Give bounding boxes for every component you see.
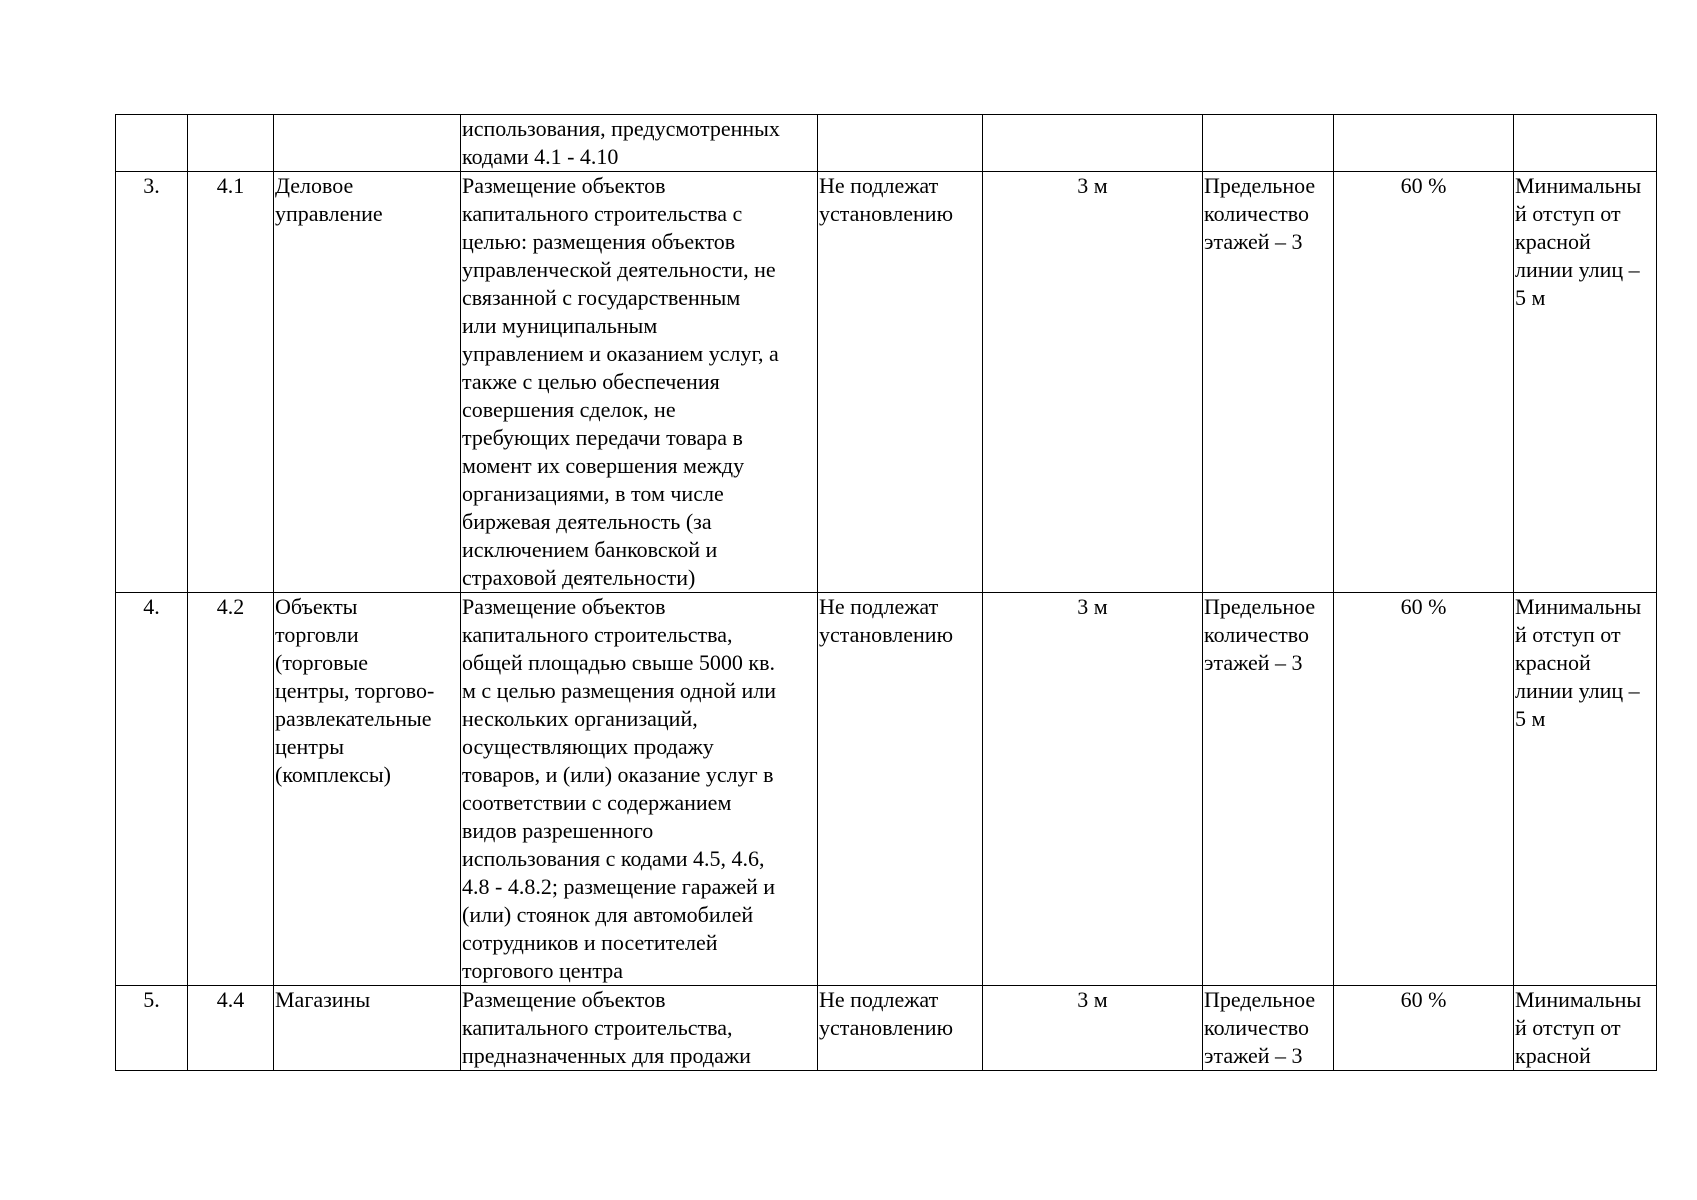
row-code-cell: 4.1 — [188, 172, 274, 593]
row-description-cell: Размещение объектов капитального строительства, общей площадью свыше 5000 кв. м с целью размещения одной или нескольких организаций, осуществляющих продажу товаров, и (или) оказание услуг в соответствии с содержанием видов разрешенного использования с кодами 4.5, 4.6, 4.8 - 4.8.2; размещение гаражей и (или) стоянок для автомобилей сотрудников и посетителей торгового центра — [461, 593, 818, 986]
row-setback-cell — [983, 115, 1203, 172]
row-description-cell: использования, предусмотренных кодами 4.1 - 4.10 — [461, 115, 818, 172]
row-floors-cell: Предельное количество этажей – 3 — [1203, 593, 1334, 986]
row-other-cell: Минимальны й отступ от красной линии улиц – 5 м — [1514, 593, 1657, 986]
row-setback-cell: 3 м — [983, 986, 1203, 1071]
row-floors-cell — [1203, 115, 1334, 172]
row-name-cell: Магазины — [274, 986, 461, 1071]
row-setback-cell: 3 м — [983, 172, 1203, 593]
row-other-cell — [1514, 115, 1657, 172]
row-coverage-cell: 60 % — [1334, 172, 1514, 593]
table-row — [116, 593, 1657, 986]
row-plot-size-cell: Не подлежат установлению — [818, 593, 983, 986]
row-code-cell: 4.2 — [188, 593, 274, 986]
row-name-cell: Объекты торговли (торговые центры, торгово- развлекательные центры (комплексы) — [274, 593, 461, 986]
row-coverage-cell: 60 % — [1334, 593, 1514, 986]
row-floors-cell: Предельное количество этажей – 3 — [1203, 986, 1334, 1071]
row-plot-size-cell: Не подлежат установлению — [818, 986, 983, 1071]
row-code-cell — [188, 115, 274, 172]
row-code-cell: 4.4 — [188, 986, 274, 1071]
row-plot-size-cell: Не подлежат установлению — [818, 172, 983, 593]
table-row — [116, 986, 1657, 1071]
row-name-cell: Деловое управление — [274, 172, 461, 593]
row-number-cell: 3. — [116, 172, 188, 593]
row-coverage-cell: 60 % — [1334, 986, 1514, 1071]
row-number-cell — [116, 115, 188, 172]
row-coverage-cell — [1334, 115, 1514, 172]
row-other-cell: Минимальны й отступ от красной — [1514, 986, 1657, 1071]
row-other-cell: Минимальны й отступ от красной линии улиц – 5 м — [1514, 172, 1657, 593]
row-description-cell: Размещение объектов капитального строительства с целью: размещения объектов управленческой деятельности, не связанной с государственным или муниципальным управлением и оказанием услуг, а также с целью обеспечения совершения сделок, не требующих передачи товара в момент их совершения между организациями, в том числе биржевая деятельность (за исключением банковской и страховой деятельности) — [461, 172, 818, 593]
row-floors-cell: Предельное количество этажей – 3 — [1203, 172, 1334, 593]
table-row — [116, 172, 1657, 593]
row-name-cell — [274, 115, 461, 172]
row-number-cell: 4. — [116, 593, 188, 986]
row-plot-size-cell — [818, 115, 983, 172]
table-row — [116, 115, 1657, 172]
row-number-cell: 5. — [116, 986, 188, 1071]
row-setback-cell: 3 м — [983, 593, 1203, 986]
row-description-cell: Размещение объектов капитального строительства, предназначенных для продажи — [461, 986, 818, 1071]
regulations-table — [115, 114, 1657, 1071]
